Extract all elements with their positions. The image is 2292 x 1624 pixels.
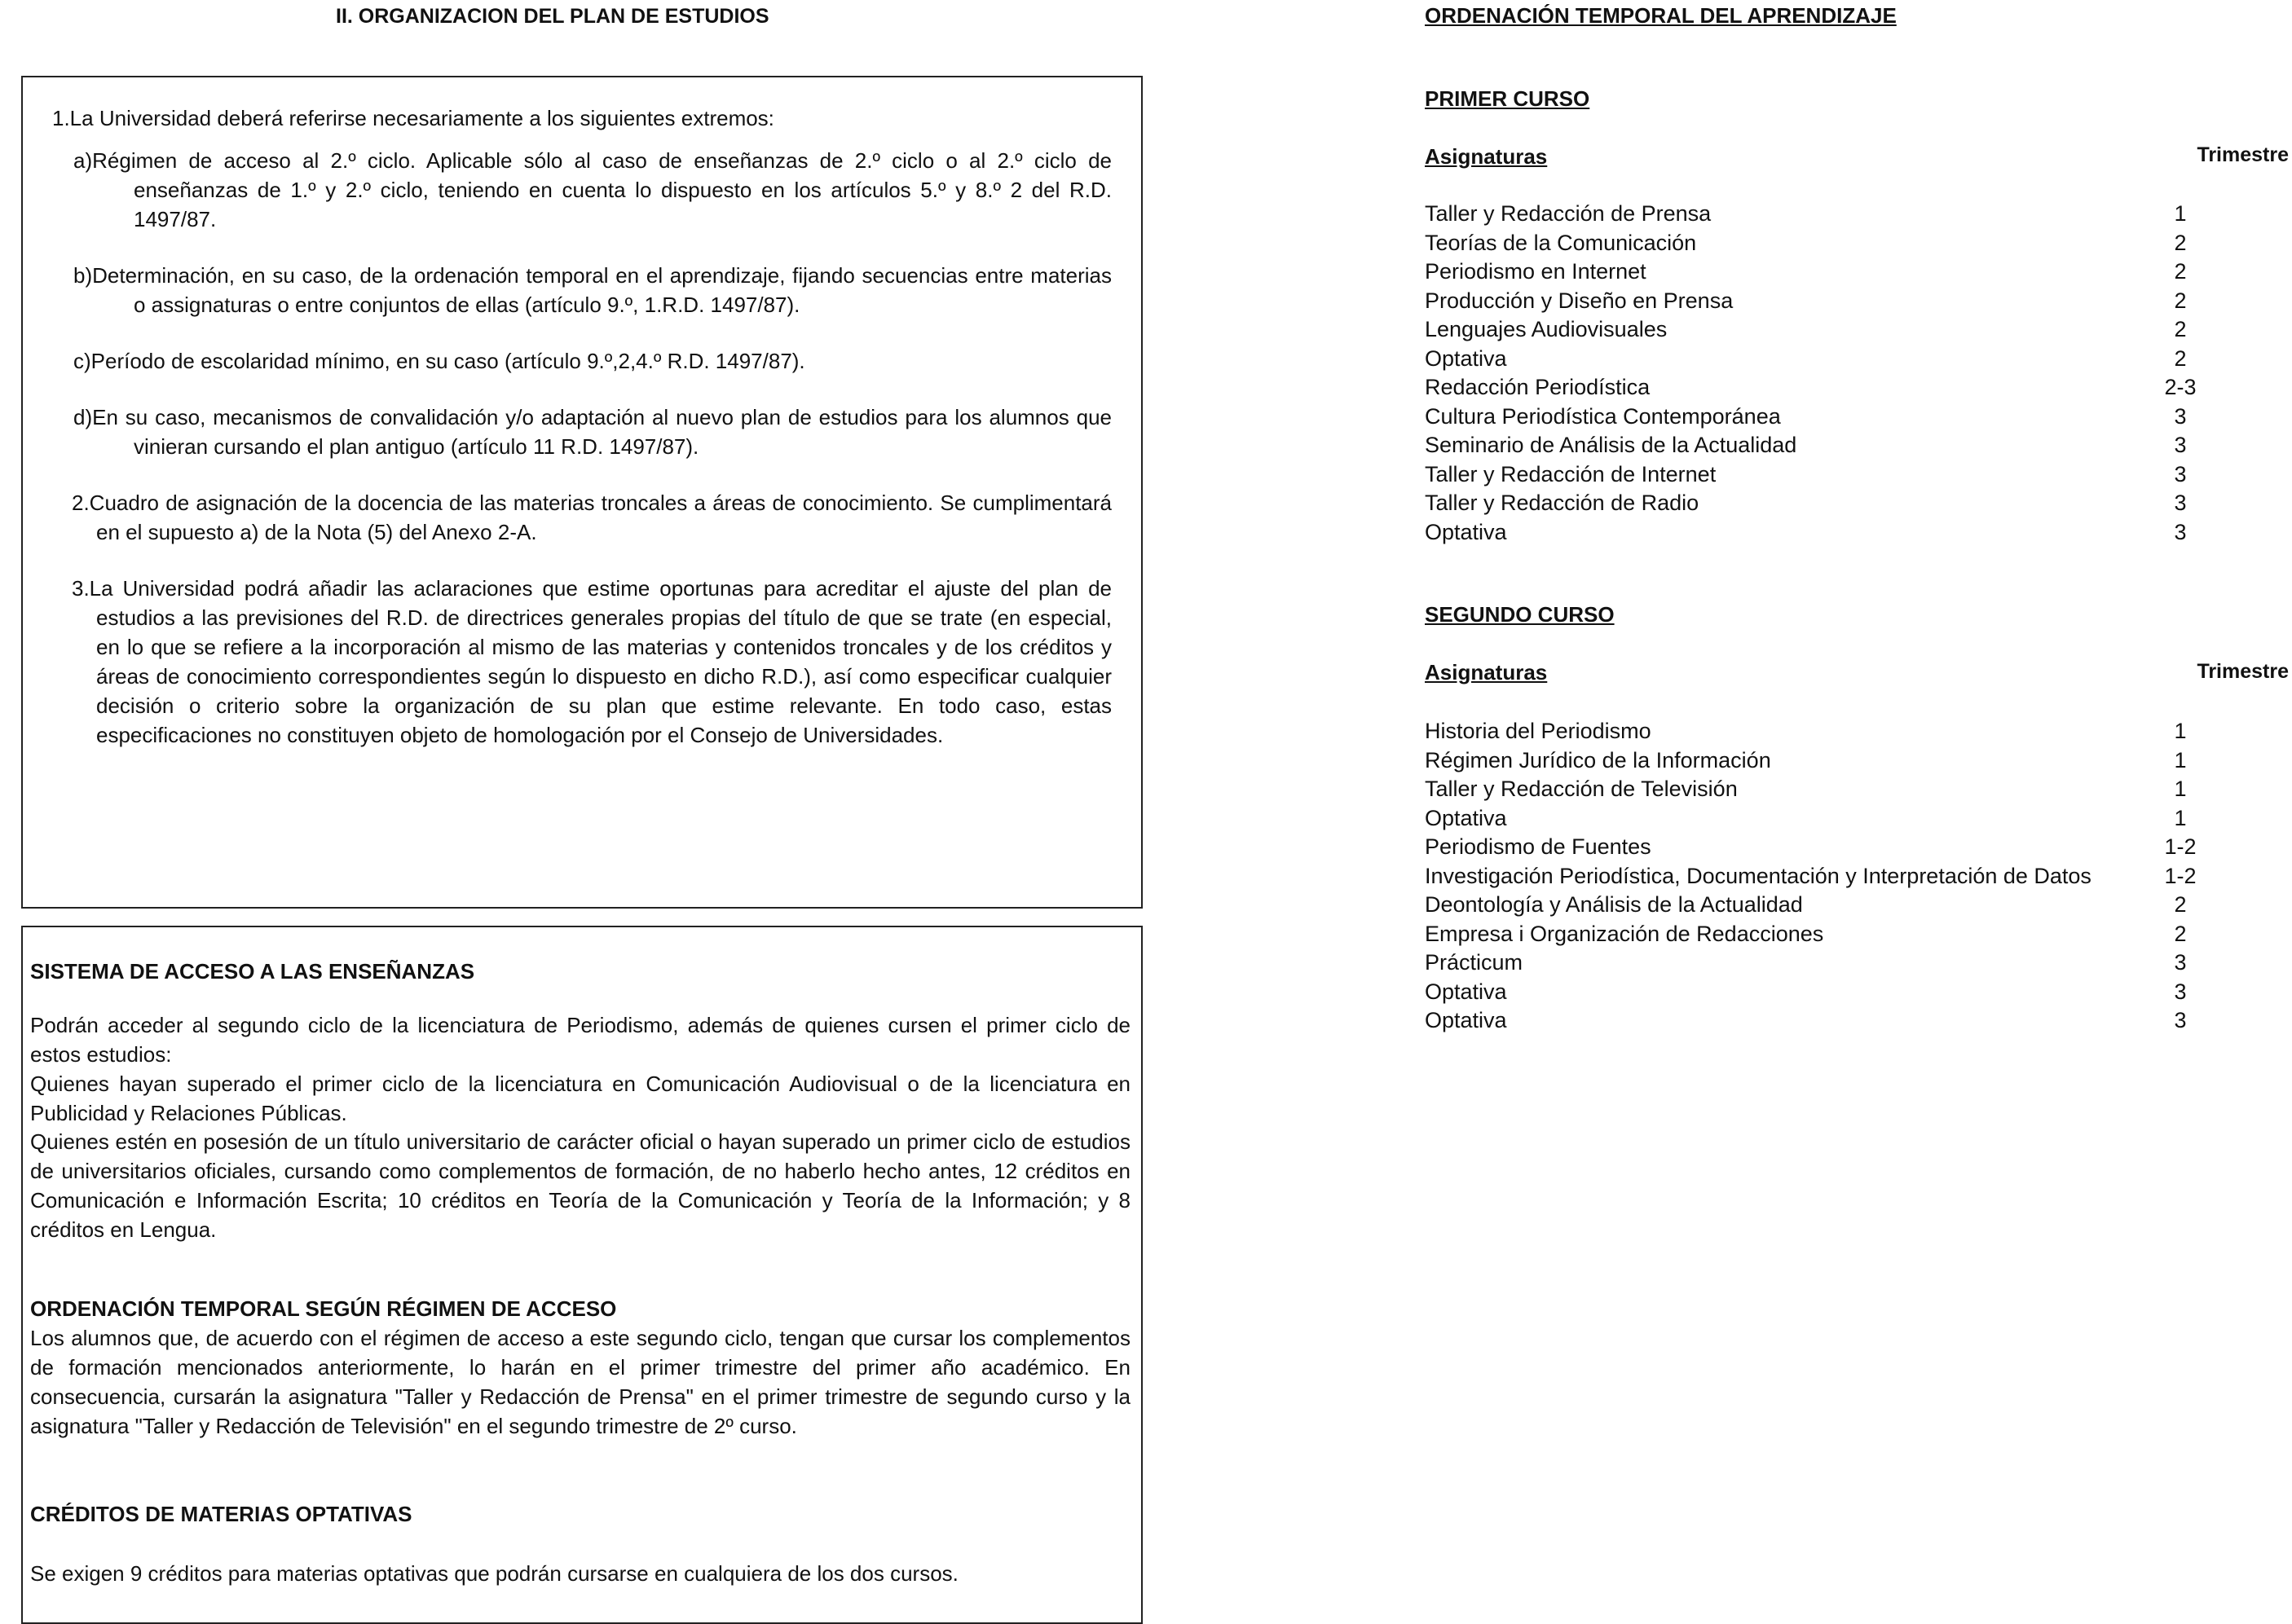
subject-name: Optativa bbox=[1425, 979, 1507, 1004]
item-a: a)Régimen de acceso al 2.º ciclo. Aplicable sólo al caso de enseñanzas de 2.º ciclo o al 2.º ciclo de enseñanzas de 1.º y 2.º ciclo, teniendo en cuenta lo dispuesto en los artículos 5.º y 8.º 2 del R.D. 1497/87. bbox=[73, 148, 1112, 231]
item-c: c)Período de escolaridad mínimo, en su caso (artículo 9.º,2,4.º R.D. 1497/87). bbox=[73, 349, 805, 373]
ordenacion-title: ORDENACIÓN TEMPORAL DEL APRENDIZAJE bbox=[1425, 3, 1897, 28]
subject-trimestre: 1 bbox=[2174, 201, 2187, 226]
creditos-paragraph: Se exigen 9 créditos para materias optativas que podrán cursarse en cualquiera de los dos cursos. bbox=[30, 1561, 959, 1586]
subject-row bbox=[1425, 804, 2256, 834]
subject-trimestre: 2 bbox=[2174, 892, 2187, 917]
subject-row bbox=[1425, 717, 2256, 746]
subject-name: Taller y Redacción de Internet bbox=[1425, 461, 1717, 486]
subject-trimestre: 2 bbox=[2174, 317, 2187, 341]
subject-trimestre: 1 bbox=[2174, 777, 2187, 801]
access-paragraph-2: Quienes hayan superado el primer ciclo de la licenciatura en Comunicación Audiovisual o de la licenciatura en Publicidad y Relaciones Públicas. bbox=[30, 1072, 1131, 1125]
subject-name: Periodismo de Fuentes bbox=[1425, 834, 1651, 859]
subject-name: Optativa bbox=[1425, 345, 1507, 371]
subject-trimestre: 2 bbox=[2174, 259, 2187, 284]
segundo-trimestre-header: Trimestre bbox=[2197, 660, 2289, 683]
subject-row bbox=[1425, 891, 2256, 920]
subject-trimestre: 1-2 bbox=[2164, 834, 2197, 859]
subject-trimestre: 3 bbox=[2174, 519, 2187, 544]
paragraph-3: 3.La Universidad podrá añadir las aclaraciones que estime oportunas para acreditar el ajuste del plan de estudios a las previsiones del R.D. de directrices generales propias del título de que se trate (en especial, en lo que se refiere a la incorporación al mismo de las materias y contenidos troncales y de los créditos y áreas de conocimiento correspondientes según lo dispuesto en dicho R.D.), así como especificar cualquier decisión o criterio sobre la organización de su plan que estime relevante. En todo caso, estas especificaciones no constituyen objeto de homologación por el Consejo de Universidades. bbox=[72, 576, 1112, 747]
item-d: d)En su caso, mecanismos de convalidación y/o adaptación al nuevo plan de estudios para los alumnos que vinieran cursando el plan antiguo (artículo 11 R.D. 1497/87). bbox=[73, 405, 1112, 459]
access-box bbox=[21, 926, 1143, 1624]
access-heading: SISTEMA DE ACCESO A LAS ENSEÑANZAS bbox=[30, 959, 475, 984]
subject-name: Producción y Diseño en Prensa bbox=[1425, 288, 1734, 313]
subject-row bbox=[1425, 403, 2256, 432]
subject-name: Optativa bbox=[1425, 519, 1507, 544]
subject-row bbox=[1425, 489, 2256, 518]
subject-name: Seminario de Análisis de la Actualidad bbox=[1425, 433, 1797, 457]
subject-trimestre: 3 bbox=[2174, 433, 2187, 457]
subject-row bbox=[1425, 948, 2256, 978]
subject-row bbox=[1425, 746, 2256, 776]
subject-name: Taller y Redacción de Radio bbox=[1425, 491, 1699, 515]
subject-row bbox=[1425, 920, 2256, 949]
subject-row bbox=[1425, 862, 2256, 891]
subject-row bbox=[1425, 373, 2256, 403]
subject-name: Teorías de la Comunicación bbox=[1425, 230, 1697, 255]
subject-trimestre: 2 bbox=[2174, 230, 2187, 255]
subject-trimestre: 3 bbox=[2174, 979, 2187, 1004]
primer-asignaturas-header: Asignaturas bbox=[1425, 144, 1548, 169]
subject-name: Empresa i Organización de Redacciones bbox=[1425, 921, 1824, 946]
primer-curso-heading: PRIMER CURSO bbox=[1425, 86, 1590, 111]
subject-row bbox=[1425, 1006, 2256, 1036]
subject-name: Prácticum bbox=[1425, 950, 1523, 975]
item-b: b)Determinación, en su caso, de la ordenación temporal en el aprendizaje, fijando secuencias entre materias o assignaturas o entre conjuntos de ellas (artículo 9.º, 1.R.D. 1497/87). bbox=[73, 263, 1112, 317]
access-paragraph-1: Podrán acceder al segundo ciclo de la licenciatura de Periodismo, además de quienes cursen el primer ciclo de estos estudios: bbox=[30, 1013, 1131, 1067]
segundo-curso-list bbox=[1425, 717, 2256, 1036]
subject-name: Periodismo en Internet bbox=[1425, 259, 1646, 284]
subject-name: Optativa bbox=[1425, 805, 1507, 830]
instructions-text bbox=[52, 103, 1112, 750]
ordenacion-paragraph: Los alumnos que, de acuerdo con el régimen de acceso a este segundo ciclo, tengan que cursar los complementos de formación mencionados anteriormente, lo harán en el primer trimestre del primer año académico. En consecuencia, cursarán la asignatura "Taller y Redacción de Prensa" en el primer trimestre de segundo curso y la asignatura "Taller y Redacción de Televisión" en el segundo trimestre de 2º curso. bbox=[30, 1326, 1131, 1438]
subject-row bbox=[1425, 775, 2256, 804]
subject-name: Optativa bbox=[1425, 1008, 1507, 1032]
subject-name: Redacción Periodística bbox=[1425, 375, 1651, 399]
subject-trimestre: 2 bbox=[2174, 921, 2187, 946]
subject-name: Historia del Periodismo bbox=[1425, 719, 1651, 743]
subject-trimestre: 3 bbox=[2174, 403, 2187, 429]
subject-row bbox=[1425, 518, 2256, 548]
subject-row bbox=[1425, 287, 2256, 316]
subject-row bbox=[1425, 229, 2256, 258]
ordenacion-heading: ORDENACIÓN TEMPORAL SEGÚN RÉGIMEN DE ACCESO bbox=[30, 1296, 617, 1321]
subject-row bbox=[1425, 460, 2256, 490]
subject-row bbox=[1425, 200, 2256, 229]
subject-trimestre: 3 bbox=[2174, 1008, 2187, 1032]
primer-curso-list bbox=[1425, 200, 2256, 547]
primer-trimestre-header: Trimestre bbox=[2197, 143, 2289, 166]
subject-name: Deontología y Análisis de la Actualidad bbox=[1425, 892, 1803, 917]
subject-trimestre: 2-3 bbox=[2164, 375, 2197, 399]
subject-row bbox=[1425, 257, 2256, 287]
subject-trimestre: 1 bbox=[2174, 719, 2187, 743]
subject-row bbox=[1425, 431, 2256, 460]
subject-trimestre: 1 bbox=[2174, 747, 2187, 772]
subject-trimestre: 3 bbox=[2174, 950, 2187, 975]
subject-name: Investigación Periodística, Documentación y Interpretación de Datos bbox=[1425, 863, 2091, 888]
segundo-curso-heading: SEGUNDO CURSO bbox=[1425, 602, 1615, 627]
subject-trimestre: 3 bbox=[2174, 461, 2187, 486]
paragraph-2: 2.Cuadro de asignación de la docencia de las materias troncales a áreas de conocimiento. Se cumplimentará en el supuesto a) de la Nota (5) del Anexo 2-A. bbox=[72, 491, 1112, 544]
paragraph-intro: 1.La Universidad deberá referirse necesariamente a los siguientes extremos: bbox=[52, 106, 774, 130]
access-paragraph-3: Quienes estén en posesión de un título universitario de carácter oficial o hayan superado un primer ciclo de estudios de universitarios oficiales, cursando como complementos de formación, de no haberlo hecho antes, 12 créditos en Comunicación e Información Escrita; 10 créditos en Teoría de la Comunicación y Teoría de la Información; y 8 créditos en Lengua. bbox=[30, 1129, 1131, 1242]
subject-trimestre: 1 bbox=[2174, 805, 2187, 830]
subject-row bbox=[1425, 978, 2256, 1007]
subject-row bbox=[1425, 315, 2256, 345]
subject-name: Lenguajes Audiovisuales bbox=[1425, 317, 1668, 341]
subject-trimestre: 2 bbox=[2174, 345, 2187, 371]
subject-name: Taller y Redacción de Prensa bbox=[1425, 201, 1712, 226]
subject-trimestre: 1-2 bbox=[2164, 863, 2197, 888]
subject-row bbox=[1425, 833, 2256, 862]
subject-row bbox=[1425, 345, 2256, 374]
subject-trimestre: 2 bbox=[2174, 288, 2187, 313]
section-title: II. ORGANIZACION DEL PLAN DE ESTUDIOS bbox=[336, 5, 769, 28]
subject-name: Régimen Jurídico de la Información bbox=[1425, 747, 1771, 772]
instructions-box bbox=[21, 76, 1143, 909]
subject-name: Taller y Redacción de Televisión bbox=[1425, 777, 1738, 801]
subject-trimestre: 3 bbox=[2174, 491, 2187, 515]
creditos-heading: CRÉDITOS DE MATERIAS OPTATIVAS bbox=[30, 1502, 412, 1526]
subject-name: Cultura Periodística Contemporánea bbox=[1425, 403, 1781, 429]
segundo-asignaturas-header: Asignaturas bbox=[1425, 660, 1548, 684]
